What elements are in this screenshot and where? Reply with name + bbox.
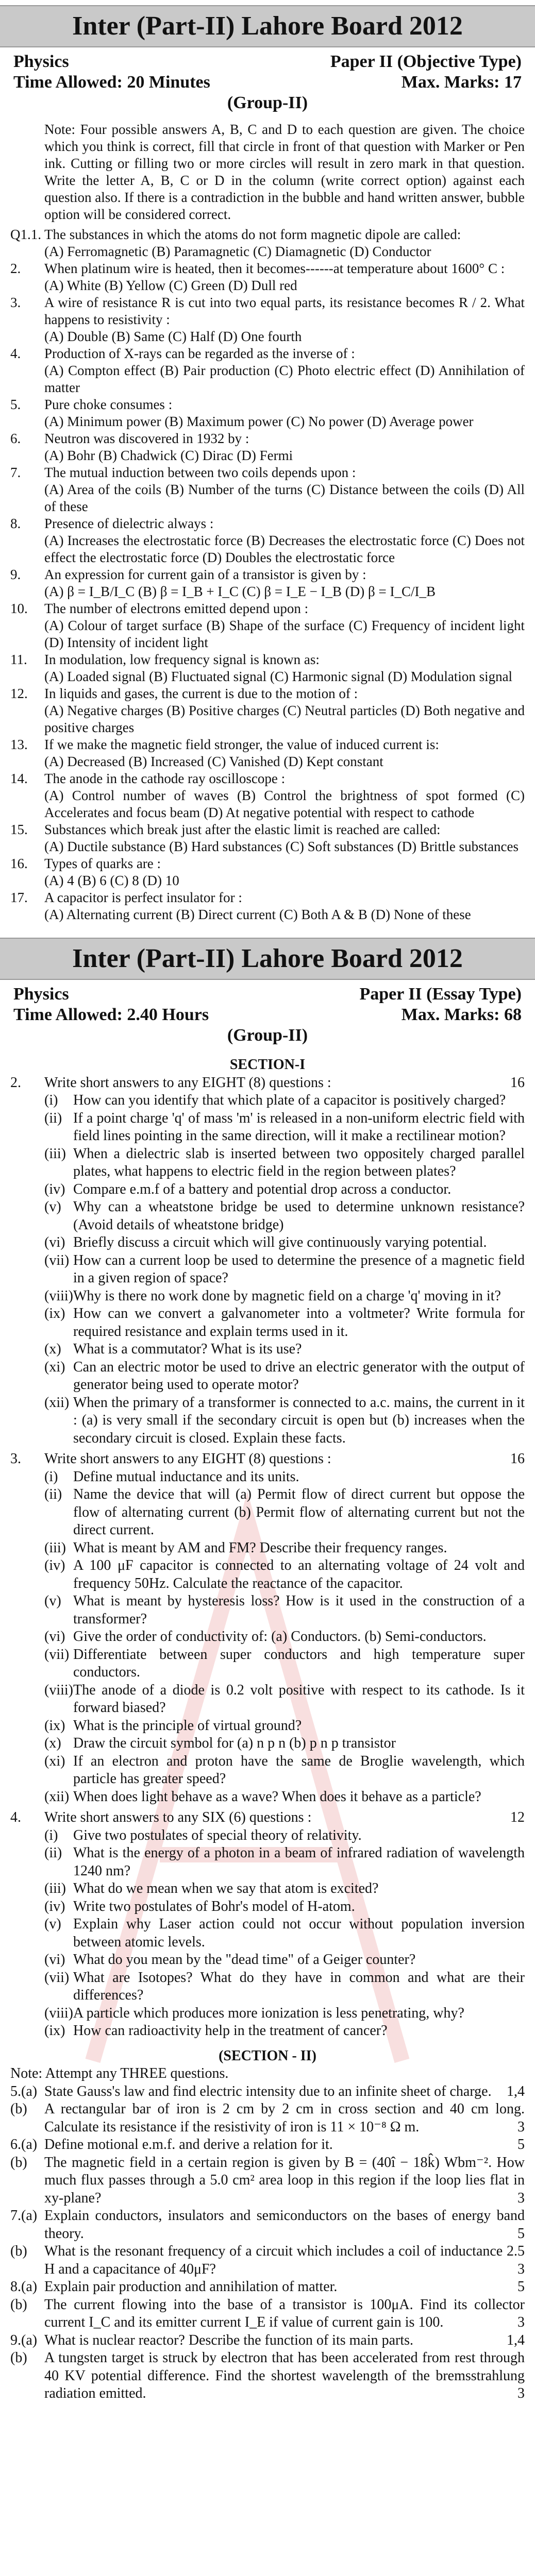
item-number: (x) [44, 1735, 61, 1751]
item-text: How can you identify that which plate of a capacitor is positively charged? [73, 1092, 506, 1108]
mcq-number: 16. [10, 856, 28, 871]
essay-paper: Paper II (Essay Type) [359, 985, 522, 1004]
long-question-text: The magnetic field in a certain region is given by B = (40î − 18k̂) Wbm⁻². How much flux passes through a 5.0 cm² area loop in this region if the loop lies flat in xy-plane? [44, 2154, 525, 2206]
item-number: (viii) [44, 1682, 73, 1698]
item-number: (iii) [44, 1880, 66, 1896]
mcq-item [10, 821, 525, 855]
item-number: (v) [44, 1916, 61, 1932]
mcq-number: 17. [10, 890, 28, 905]
essay-marks: Max. Marks: 68 [401, 1005, 522, 1024]
item-text: How can we convert a galvanometer into a voltmeter? Write formula for required resistance and explain terms used in it. [73, 1306, 525, 1340]
item-text: Give the order of conductivity of: (a) Conductors. (b) Semi-conductors. [73, 1629, 487, 1645]
objective-time-row [13, 72, 522, 93]
mcq-question: In liquids and gases, the current is due to the motion of : [44, 686, 358, 701]
mcq-item [10, 685, 525, 736]
long-question-text: Define motional e.m.f. and derive a relation for it. [44, 2137, 333, 2153]
long-question-text: A rectangular bar of iron is 2 cm by 2 cm in cross section and 40 cm long. Calculate its resistance if the resistivity of iron is 11 × 10⁻⁸ Ω m. [44, 2101, 525, 2135]
item-number: (vi) [44, 1234, 65, 1250]
item-text: What is meant by hysteresis loss? How is it used in the construction of a transformer? [73, 1593, 525, 1627]
short-question-item [10, 1110, 525, 1145]
mcq-options: (A) Control number of waves (B) Control the brightness of spot formed (C) Accelerates and focus beam (D) At negative potential with respect to cathode [44, 788, 525, 820]
mcq-number: 3. [10, 295, 21, 310]
essay-time: Time Allowed: 2.40 Hours [13, 1005, 209, 1024]
long-question-text: Explain pair production and annihilation of matter. [44, 2279, 338, 2295]
long-question-marks: 1,4 [507, 2083, 525, 2099]
long-question-text: The current flowing into the base of a transistor is 100μA. Find its collector current I_C and its emitter current I_E if value of current gain is 100. [44, 2296, 525, 2330]
mcq-number: 6. [10, 431, 21, 446]
short-question-item [10, 1735, 525, 1753]
mcq-number: 5. [10, 397, 21, 412]
mcq-options: (A) Increases the electrostatic force (B) Decreases the electrostatic force (C) Does not effect the electrostatic force (D) Doubles the electrostatic force [44, 533, 525, 565]
mcq-options: (A) β = I_B/I_C (B) β = I_B + I_C (C) β = I_E − I_B (D) β = I_C/I_B [44, 584, 436, 599]
long-question-number: (b) [10, 2350, 27, 2366]
short-question-item [10, 1951, 525, 1969]
long-question-item [10, 2136, 525, 2154]
item-text: Can an electric motor be used to drive an electric generator with the output of generator being used to operate motor? [73, 1359, 525, 1393]
mcq-options: (A) Double (B) Same (C) Half (D) One fourth [44, 329, 302, 344]
short-question-item [10, 1788, 525, 1806]
long-question-item [10, 2278, 525, 2296]
mcq-options: (A) White (B) Yellow (C) Green (D) Dull red [44, 278, 297, 293]
objective-marks: Max. Marks: 17 [401, 73, 522, 92]
item-number: (iv) [44, 1557, 65, 1573]
item-text: Compare e.m.f of a battery and potential drop across a conductor. [73, 1181, 452, 1197]
item-text: Why is there no work done by magnetic field on a charge 'q' moving in it? [73, 1287, 501, 1304]
item-text: When a dielectric slab is inserted between two oppositely charged parallel plates, what happens to electric field in the region between plates? [73, 1145, 525, 1179]
short-question-item [10, 1145, 525, 1181]
question-marks: 12 [510, 1809, 525, 1825]
essay-group-row [13, 1025, 522, 1046]
question-marks: 16 [510, 1451, 525, 1467]
long-question-number: 9.(a) [10, 2332, 38, 2348]
mcq-list [10, 226, 525, 923]
item-text: A 100 μF capacitor is connected to an alternating voltage of 24 volt and frequency 50Hz. Calculate the reactance of the capacitor. [73, 1557, 525, 1591]
short-question-item [10, 1628, 525, 1646]
question-number: 2. [10, 1074, 21, 1091]
item-number: (xi) [44, 1359, 65, 1375]
mcq-item [10, 770, 525, 821]
short-question-item [10, 1916, 525, 1951]
item-number: (ix) [44, 2023, 65, 2039]
mcq-number: 4. [10, 346, 21, 361]
long-question-marks: 3 [517, 2190, 525, 2206]
long-question-item [10, 2083, 525, 2101]
item-text: Define mutual inductance and its units. [73, 1468, 299, 1485]
long-question-text: State Gauss's law and find electric intensity due to an infinite sheet of charge. [44, 2083, 492, 2099]
mcq-item [10, 651, 525, 685]
objective-group-row [13, 93, 522, 113]
item-text: Write two postulates of Bohr's model of H-atom. [73, 1898, 355, 1914]
mcq-item [10, 294, 525, 345]
item-number: (x) [44, 1341, 61, 1357]
item-number: (ix) [44, 1306, 65, 1321]
question-instruction: Write short answers to any EIGHT (8) questions : [44, 1074, 331, 1091]
short-question-item [10, 1341, 525, 1359]
item-number: (vii) [44, 1252, 70, 1268]
mcq-question: Substances which break just after the elastic limit is reached are called: [44, 822, 441, 837]
mcq-question: The substances in which the atoms do not form magnetic dipole are called: [44, 227, 461, 242]
item-number: (iv) [44, 1181, 65, 1197]
objective-body [10, 121, 525, 923]
question-marks: 16 [510, 1074, 525, 1091]
objective-time: Time Allowed: 20 Minutes [13, 73, 210, 92]
mcq-number: 15. [10, 822, 28, 837]
mcq-item [10, 600, 525, 651]
objective-note: Note: Four possible answers A, B, C and D to each question are given. The choice which you think is correct, fill that circle in front of that question with Marker or Pen ink. Cutting or filling two or more circles will result in zero mark in that question. Write the letter A, B, C or D in the column (write correct option) against each question also. If there is a contradiction in the bubble and hand written answer, bubble option will be considered correct. [44, 122, 525, 222]
mcq-options: (A) 4 (B) 6 (C) 8 (D) 10 [44, 873, 179, 888]
short-question-item [10, 1539, 525, 1557]
short-question-item [10, 1198, 525, 1234]
essay-body [10, 1056, 525, 2403]
item-text: The anode of a diode is 0.2 volt positive with respect to its cathode. Is it forward biased? [73, 1682, 525, 1716]
item-number: (i) [44, 1827, 58, 1843]
item-text: When does light behave as a wave? When does it behave as a particle? [73, 1788, 481, 1805]
mcq-item [10, 260, 525, 294]
mcq-options: (A) Alternating current (B) Direct current (C) Both A & B (D) None of these [44, 907, 471, 922]
short-question-item [10, 1234, 525, 1252]
question-4 [10, 1809, 525, 2040]
mcq-number: Q1.1. [10, 227, 41, 242]
item-number: (vi) [44, 1629, 65, 1645]
short-question-item [10, 2022, 525, 2040]
essay-group: (Group-II) [227, 1026, 308, 1045]
short-question-item [10, 1898, 525, 1916]
mcq-number: 2. [10, 261, 21, 276]
mcq-question: The mutual induction between two coils depends upon : [44, 465, 356, 480]
long-question-item [10, 2154, 525, 2208]
item-number: (xii) [44, 1394, 70, 1411]
mcq-options: (A) Ferromagnetic (B) Paramagnetic (C) Diamagnetic (D) Conductor [44, 244, 431, 259]
item-text: What is meant by AM and FM? Describe their frequency ranges. [73, 1539, 447, 1556]
mcq-question: Production of X-rays can be regarded as the inverse of : [44, 346, 355, 361]
item-number: (xii) [44, 1788, 70, 1805]
item-text: Differentiate between super conductors and high temperature super conductors. [73, 1646, 525, 1680]
short-question-item [10, 1486, 525, 1539]
item-number: (v) [44, 1593, 61, 1609]
mcq-options: (A) Compton effect (B) Pair production (C) Photo electric effect (D) Annihilation of matter [44, 363, 525, 395]
question-2 [10, 1074, 525, 1448]
mcq-question: If we make the magnetic field stronger, the value of induced current is: [44, 737, 439, 752]
objective-paper: Paper II (Objective Type) [330, 52, 522, 71]
mcq-options: (A) Negative charges (B) Positive charges (C) Neutral particles (D) Both negative and positive charges [44, 703, 525, 735]
short-question-item [10, 1468, 525, 1486]
short-question-item [10, 1592, 525, 1628]
item-number: (vii) [44, 1646, 70, 1663]
short-question-item [10, 1287, 525, 1306]
item-number: (i) [44, 1468, 58, 1485]
item-number: (iv) [44, 1898, 65, 1914]
item-number: (ii) [44, 1845, 62, 1861]
mcq-question: Presence of dielectric always : [44, 516, 214, 531]
long-question-number: 5.(a) [10, 2083, 38, 2099]
item-text: Draw the circuit symbol for (a) n p n (b) p n p transistor [73, 1735, 396, 1751]
long-question-item [10, 2296, 525, 2332]
long-question-marks: 1,4 [507, 2332, 525, 2348]
item-number: (ii) [44, 1486, 62, 1502]
short-question-item [10, 1646, 525, 1682]
long-question-number: (b) [10, 2101, 27, 2117]
short-question-item [10, 1753, 525, 1788]
objective-header [13, 52, 522, 72]
item-text: What is a commutator? What is its use? [73, 1341, 302, 1357]
mcq-number: 11. [10, 652, 27, 667]
long-question-text: Explain conductors, insulators and semiconductors on the bases of energy band theory. [44, 2208, 525, 2242]
mcq-number: 12. [10, 686, 28, 701]
item-text: When the primary of a transformer is connected to a.c. mains, the current in it : (a) is very small if the secondary circuit is open but (b) increases when the secondary circuit is closed. Explain these facts. [73, 1394, 525, 1446]
mcq-question: An expression for current gain of a transistor is given by : [44, 567, 366, 582]
mcq-options: (A) Decreased (B) Increased (C) Vanished (D) Kept constant [44, 754, 383, 769]
short-question-head [10, 1450, 525, 1468]
item-number: (viii) [44, 2005, 73, 2021]
short-question-item [10, 1827, 525, 1845]
question-number: 4. [10, 1809, 21, 1825]
question-number: 3. [10, 1451, 21, 1467]
item-number: (v) [44, 1199, 61, 1215]
long-question-item [10, 2207, 525, 2243]
mcq-options: (A) Ductile substance (B) Hard substances (C) Soft substances (D) Brittle substances [44, 839, 519, 854]
long-question-item [10, 2332, 525, 2350]
item-number: (vi) [44, 1952, 65, 1968]
long-question-number: 7.(a) [10, 2208, 38, 2224]
long-question-marks: 3 [517, 2314, 525, 2330]
short-question-item [10, 1717, 525, 1735]
mcq-question: Pure choke consumes : [44, 397, 173, 412]
short-question-item [10, 1359, 525, 1394]
long-question-marks: 3 [517, 2385, 525, 2401]
item-text: What do you mean by the "dead time" of a Geiger counter? [73, 1952, 416, 1968]
item-text: Give two postulates of special theory of relativity. [73, 1827, 362, 1843]
mcq-number: 13. [10, 737, 28, 752]
mcq-options: (A) Area of the coils (B) Number of the turns (C) Distance between the coils (D) All of these [44, 482, 525, 514]
item-number: (iii) [44, 1145, 66, 1162]
item-number: (ix) [44, 1717, 65, 1734]
long-question-item [10, 2349, 525, 2403]
long-question-number: (b) [10, 2243, 27, 2259]
mcq-options: (A) Loaded signal (B) Fluctuated signal (C) Harmonic signal (D) Modulation signal [44, 669, 513, 684]
mcq-number: 14. [10, 771, 28, 786]
long-question-marks: 5 [517, 2137, 525, 2153]
item-number: (viii) [44, 1287, 73, 1304]
item-number: (vii) [44, 1969, 70, 1986]
mcq-question: Neutron was discovered in 1932 by : [44, 431, 249, 446]
item-text: Briefly discuss a circuit which will give continuously varying potential. [73, 1234, 487, 1250]
long-question-number: (b) [10, 2296, 27, 2313]
long-question-text: What is nuclear reactor? Describe the function of its main parts. [44, 2332, 414, 2348]
item-text: What is the energy of a photon in a beam of infrared radiation of wavelength 1240 nm? [73, 1845, 525, 1879]
item-number: (xi) [44, 1753, 65, 1769]
short-question-item [10, 1181, 525, 1199]
objective-group: (Group-II) [227, 93, 308, 112]
long-question-text: A tungsten target is struck by electron that has been accelerated from rest through 40 KV potential difference. Find the shortest wavelength of the bremsstrahlung radiation emitted. [44, 2350, 525, 2401]
section-1-title: SECTION-I [229, 1057, 306, 1073]
item-text: If an electron and proton have the same de Broglie wavelength, which particle has greater speed? [73, 1753, 525, 1787]
essay-header [13, 984, 522, 1005]
mcq-options: (A) Colour of target surface (B) Shape of the surface (C) Frequency of incident light (D) Intensity of incident light [44, 618, 525, 650]
item-text: How can radioactivity help in the treatment of cancer? [73, 2023, 388, 2039]
mcq-number: 9. [10, 567, 21, 582]
essay-subject: Physics [13, 985, 69, 1004]
short-question-item [10, 1092, 525, 1110]
mcq-item [10, 515, 525, 566]
question-3 [10, 1450, 525, 1806]
mcq-item [10, 345, 525, 396]
mcq-item [10, 396, 525, 430]
mcq-item [10, 889, 525, 923]
objective-banner: Inter (Part-II) Lahore Board 2012 [0, 5, 535, 47]
mcq-number: 10. [10, 601, 28, 616]
essay-banner: Inter (Part-II) Lahore Board 2012 [0, 938, 535, 980]
item-text: What are Isotopes? What do they have in common and what are their differences? [73, 1969, 525, 2003]
long-question-marks: 5 [517, 2279, 525, 2295]
item-number: (iii) [44, 1539, 66, 1556]
item-text: Why can a wheatstone bridge be used to determine unknown resistance? (Avoid details of wheatstone bridge) [73, 1199, 525, 1233]
mcq-item [10, 855, 525, 889]
essay-time-row [13, 1005, 522, 1025]
short-question-head [10, 1809, 525, 1827]
mcq-item [10, 430, 525, 464]
section-2-title: (SECTION - II) [219, 2047, 316, 2064]
long-question-text: What is the resonant frequency of a circuit which includes a coil of inductance 2.5 H and a capacitance of 40μF? [44, 2243, 525, 2277]
mcq-number: 8. [10, 516, 21, 531]
mcq-item [10, 464, 525, 515]
long-question-list [10, 2083, 525, 2403]
long-question-number: (b) [10, 2154, 27, 2171]
short-question-item [10, 1557, 525, 1592]
item-number: (i) [44, 1092, 58, 1108]
short-question-item [10, 1252, 525, 1287]
long-question-number: 8.(a) [10, 2279, 38, 2295]
short-question-item [10, 1394, 525, 1448]
short-question-item [10, 1682, 525, 1717]
short-question-head [10, 1074, 525, 1092]
long-question-item [10, 2100, 525, 2136]
item-text: A particle which produces more ionization is less penetrating, why? [73, 2005, 464, 2021]
short-question-item [10, 2005, 525, 2023]
item-text: What is the principle of virtual ground? [73, 1717, 302, 1734]
mcq-question: The number of electrons emitted depend upon : [44, 601, 309, 616]
item-text: Name the device that will (a) Permit flow of direct current but oppose the flow of alternating current (b) Permit flow of alternating current but not the direct current. [73, 1486, 525, 1538]
short-question-item [10, 1880, 525, 1898]
mcq-question: In modulation, low frequency signal is known as: [44, 652, 320, 667]
long-question-number: 6.(a) [10, 2137, 38, 2153]
mcq-question: The anode in the cathode ray oscilloscope : [44, 771, 286, 786]
long-question-marks: 5 [517, 2225, 525, 2242]
short-question-item [10, 1305, 525, 1341]
mcq-question: A capacitor is perfect insulator for : [44, 890, 242, 905]
mcq-question: Types of quarks are : [44, 856, 161, 871]
item-text: Explain why Laser action could not occur without population inversion between atomic levels. [73, 1916, 525, 1950]
short-question-item [10, 1969, 525, 2005]
mcq-question: When platinum wire is heated, then it becomes------at temperature about 1600° C : [44, 261, 505, 276]
mcq-item [10, 566, 525, 600]
mcq-number: 7. [10, 465, 21, 480]
section-2-note: Note: Attempt any THREE questions. [10, 2065, 229, 2081]
objective-subject: Physics [13, 52, 69, 71]
item-text: What do we mean when we say that atom is excited? [73, 1880, 379, 1896]
item-text: How can a current loop be used to determine the presence of a magnetic field in a given region of space? [73, 1252, 525, 1286]
question-instruction: Write short answers to any SIX (6) questions : [44, 1809, 312, 1825]
long-question-item [10, 2243, 525, 2278]
item-number: (ii) [44, 1110, 62, 1126]
mcq-options: (A) Bohr (B) Chadwick (C) Dirac (D) Fermi [44, 448, 293, 463]
mcq-question: A wire of resistance R is cut into two equal parts, its resistance becomes R / 2. What happens to resistivity : [44, 295, 525, 327]
mcq-item [10, 736, 525, 770]
item-text: If a point charge 'q' of mass 'm' is released in a non-uniform electric field with field lines pointing in the same direction, will it make a rectilinear motion? [73, 1110, 525, 1144]
mcq-item [10, 226, 525, 260]
long-question-marks: 3 [517, 2261, 525, 2277]
short-question-item [10, 1844, 525, 1880]
long-question-marks: 3 [517, 2119, 525, 2135]
mcq-options: (A) Minimum power (B) Maximum power (C) No power (D) Average power [44, 414, 474, 429]
question-instruction: Write short answers to any EIGHT (8) questions : [44, 1451, 331, 1467]
